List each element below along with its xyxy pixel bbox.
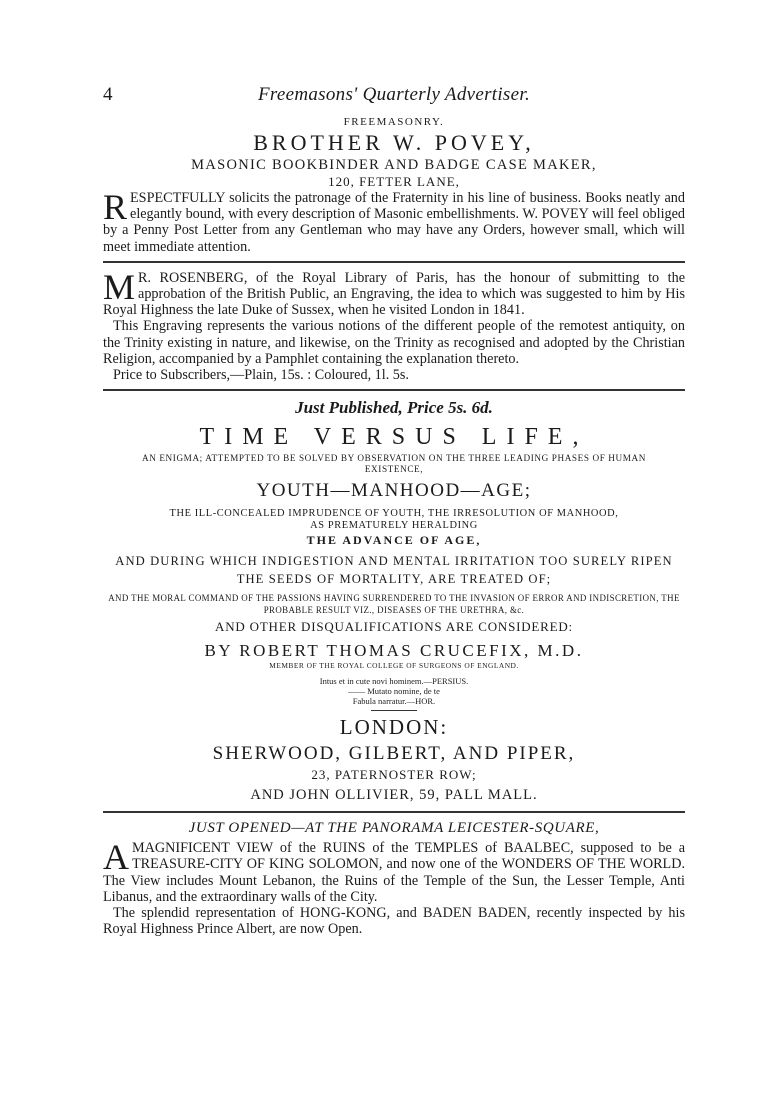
advert-book <box>103 398 685 804</box>
imprint-publisher: SHERWOOD, GILBERT, AND PIPER, <box>212 743 576 765</box>
book-line: AND OTHER DISQUALIFICATIONS ARE CONSIDERED: <box>215 619 573 635</box>
advert-paragraph: M R. ROSENBERG, of the Royal Library of Paris, has the honour of submitting to the approbation of the British Public, an Engraving, the idea to which was suggested to him by His Royal Highness the late Duke of Sussex, when he visited London in 1841. <box>103 266 685 319</box>
running-header <box>103 80 685 110</box>
divider <box>103 811 685 813</box>
advert-panorama <box>103 820 685 937</box>
advert-price: Price to Subscribers,—Plain, 15s. : Coloured, 1l. 5s. <box>113 367 409 384</box>
divider <box>103 389 685 391</box>
page <box>103 80 685 937</box>
book-line: THE ILL-CONCEALED IMPRUDENCE OF YOUTH, THE IRRESOLUTION OF MANHOOD, <box>169 508 619 520</box>
book-line: AS PREMATURELY HERALDING <box>310 520 478 532</box>
drop-cap: R <box>103 187 128 227</box>
imprint-city: LONDON: <box>339 715 449 740</box>
divider <box>103 261 685 263</box>
short-rule <box>371 710 417 711</box>
page-number: 4 <box>103 84 113 105</box>
panorama-paragraph: AMAGNIFICENT VIEW of the RUINS of the TEMPLES of BAALBEC, supposed to be a TREASURE-CITY OF KING SOLOMON, and now one of the WONDERS OF THE WORLD. The View includes Mount Lebanon, the Ruins of the Temple of the Sun, the Lesser Temple, Anti Libanus, and the extraordinary walls of the City. <box>103 837 685 905</box>
advert-name: BROTHER W. POVEY, <box>253 130 535 155</box>
book-line: AND THE MORAL COMMAND OF THE PASSIONS HAVING SURRENDERED TO THE INVASION OF ERROR AND INDISCRETION, THE PROBABLE RESULT VIZ., DISEASES OF THE URETHRA, &c. <box>108 593 680 616</box>
advert-kicker: FREEMASONRY. <box>343 116 445 128</box>
book-author: BY ROBERT THOMAS CRUCEFIX, M.D. <box>204 641 584 661</box>
advert-paragraph: This Engraving represents the various notions of the different people of the remotest antiquity, on the Trinity existing in nature, and likewise, on the Trinity as recognised and adopted by the Christian Religion, accompanied by a Pamphlet containing the explanation thereto. <box>103 318 685 367</box>
author-membership: MEMBER OF THE ROYAL COLLEGE OF SURGEONS OF ENGLAND. <box>269 661 519 671</box>
advert-trade: MASONIC BOOKBINDER AND BADGE CASE MAKER, <box>191 157 597 173</box>
epigraph: Intus et in cute novi hominem.—PERSIUS. —— Mutato nomine, de te Fabula narratur.—HOR. <box>319 676 469 707</box>
imprint-address: 23, PATERNOSTER ROW; <box>311 767 477 783</box>
book-subtitle: AN ENIGMA; ATTEMPTED TO BE SOLVED BY OBSERVATION ON THE THREE LEADING PHASES OF HUMAN EXISTENCE, <box>141 453 647 475</box>
advert-rosenberg <box>103 266 685 384</box>
panorama-paragraph: The splendid representation of HONG-KONG, and BADEN BADEN, recently inspected by his Royal Highness Prince Albert, are now Open. <box>103 905 685 938</box>
advert-address: 120, FETTER LANE, <box>328 174 460 189</box>
drop-cap: M <box>103 266 136 307</box>
book-phases: YOUTH—MANHOOD—AGE; <box>256 480 532 502</box>
publication-notice: Just Published, Price 5s. 6d. <box>295 398 493 418</box>
book-line: AND DURING WHICH INDIGESTION AND MENTAL IRRITATION TOO SURELY RIPEN THE SEEDS OF MORTALITY, ARE TREATED OF; <box>115 554 673 587</box>
panorama-heading: JUST OPENED—AT THE PANORAMA LEICESTER-SQUARE, <box>188 820 600 837</box>
imprint-also: AND JOHN OLLIVIER, 59, PALL MALL. <box>250 787 538 804</box>
book-line: THE ADVANCE OF AGE, <box>306 533 482 548</box>
drop-cap: A <box>103 837 129 878</box>
book-title: TIME VERSUS LIFE, <box>199 424 589 451</box>
advert-povey <box>103 116 685 255</box>
journal-title: Freemasons' Quarterly Advertiser. <box>257 84 530 105</box>
advert-body: RESPECTFULLY solicits the patronage of the Fraternity in his line of business. Books neatly and elegantly bound, with every description of Masonic embellishments. W. POVEY will feel obliged by a Penny Post Letter from any Gentleman who may have any Orders, however small, which will meet immediate attention. <box>103 187 685 255</box>
